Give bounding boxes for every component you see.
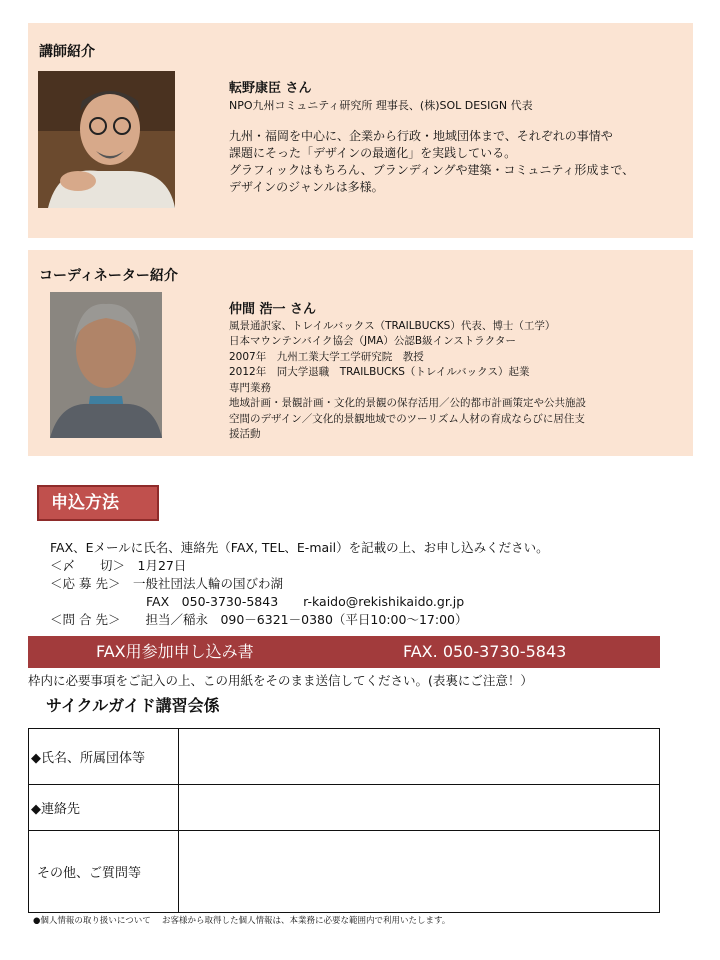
coordinator-name: 仲間 浩一 さん [229, 302, 317, 317]
coordinator-detail-line: 風景通訳家、トレイルバックス（TRAILBUCKS）代表、博士（工学） [229, 319, 556, 332]
instructor-affiliation: NPO九州コミュニティ研究所 理事長、(株)SOL DESIGN 代表 [229, 99, 533, 112]
fax-form-title: FAX用参加申し込み書 [96, 642, 254, 661]
fax-note: 枠内に必要事項をご記入の上、この用紙をそのまま送信してください。(表裏にご注意！） [28, 673, 533, 688]
form-label-contact: ◆連絡先 [29, 785, 179, 830]
coordinator-detail-line: 2012年 同大学退職 TRAILBUCKS（トレイルバックス）起業 [229, 366, 530, 378]
event-name: サイクルガイド講習会係 [46, 696, 220, 715]
coordinator-detail-line: 地域計画・景観計画・文化的景観の保存活用／公的都市計画策定や公共施設 [229, 397, 586, 409]
apply-info [50, 539, 549, 629]
apply-line: FAX、Eメールに氏名、連絡先（FAX, TEL、E-mail）を記載の上、お申し込みください。 [50, 540, 549, 555]
instructor-info [229, 81, 634, 196]
coordinator-section [28, 250, 693, 456]
coordinator-info [229, 302, 586, 443]
apply-deadline: ＜〆 切＞ 1月27日 [50, 558, 187, 573]
instructor-name: 転野康臣 さん [229, 81, 312, 96]
instructor-desc-line: グラフィックはもちろん、ブランディングや建築・コミュニティ形成まで、 [229, 163, 635, 177]
instructor-desc-line: デザインのジャンルは多様。 [229, 180, 384, 194]
form-field-contact[interactable] [179, 785, 659, 830]
form-label-name: ◆氏名、所属団体等 [29, 729, 179, 784]
apply-inquiry: ＜問 合 先＞ 担当／稲永 090－6321－0380（平日10:00〜17:00） [50, 612, 468, 627]
instructor-desc-line: 課題にそった「デザインの最適化」を実践している。 [229, 146, 517, 160]
coordinator-detail-line: 専門業務 [229, 381, 271, 394]
application-form-table [28, 728, 660, 913]
coordinator-detail-line: 空間のデザイン／文化的景観地域でのツーリズム人材の育成ならびに居住支 [229, 412, 585, 425]
instructor-section-title: 講師紹介 [39, 44, 95, 60]
fax-banner [28, 636, 660, 668]
instructor-photo [38, 71, 175, 208]
coordinator-section-title: コーディネーター紹介 [39, 268, 178, 284]
apply-destination: ＜応 募 先＞ 一般社団法人輪の国びわ湖 [50, 576, 283, 591]
instructor-section [28, 23, 693, 238]
instructor-desc-line: 九州・福岡を中心に、企業から行政・地域団体まで、それぞれの事情や [229, 129, 613, 143]
form-row-questions [29, 831, 659, 912]
fax-number: FAX. 050-3730-5843 [403, 642, 567, 661]
instructor-description [229, 128, 634, 196]
form-label-questions: その他、ご質問等 [29, 831, 179, 912]
coordinator-detail-line: 援活動 [229, 428, 261, 440]
coordinator-photo [50, 292, 162, 438]
apply-method-label: 申込方法 [37, 485, 159, 521]
form-row-name [29, 729, 659, 785]
privacy-note: ●個人情報の取り扱いについて お客様から取得した個人情報は、本業務に必要な範囲内で利用いたします。 [33, 916, 451, 926]
form-field-name[interactable] [179, 729, 659, 784]
form-row-contact [29, 785, 659, 831]
coordinator-detail-line: 日本マウンテンバイク協会（JMA）公認B級インストラクター [229, 335, 517, 347]
coordinator-detail-line: 2007年 九州工業大学工学研究院 教授 [229, 350, 424, 363]
apply-contact: FAX 050-3730-5843 r-kaido@rekishikaido.gr.jp [146, 594, 465, 609]
form-field-questions[interactable] [179, 831, 659, 912]
